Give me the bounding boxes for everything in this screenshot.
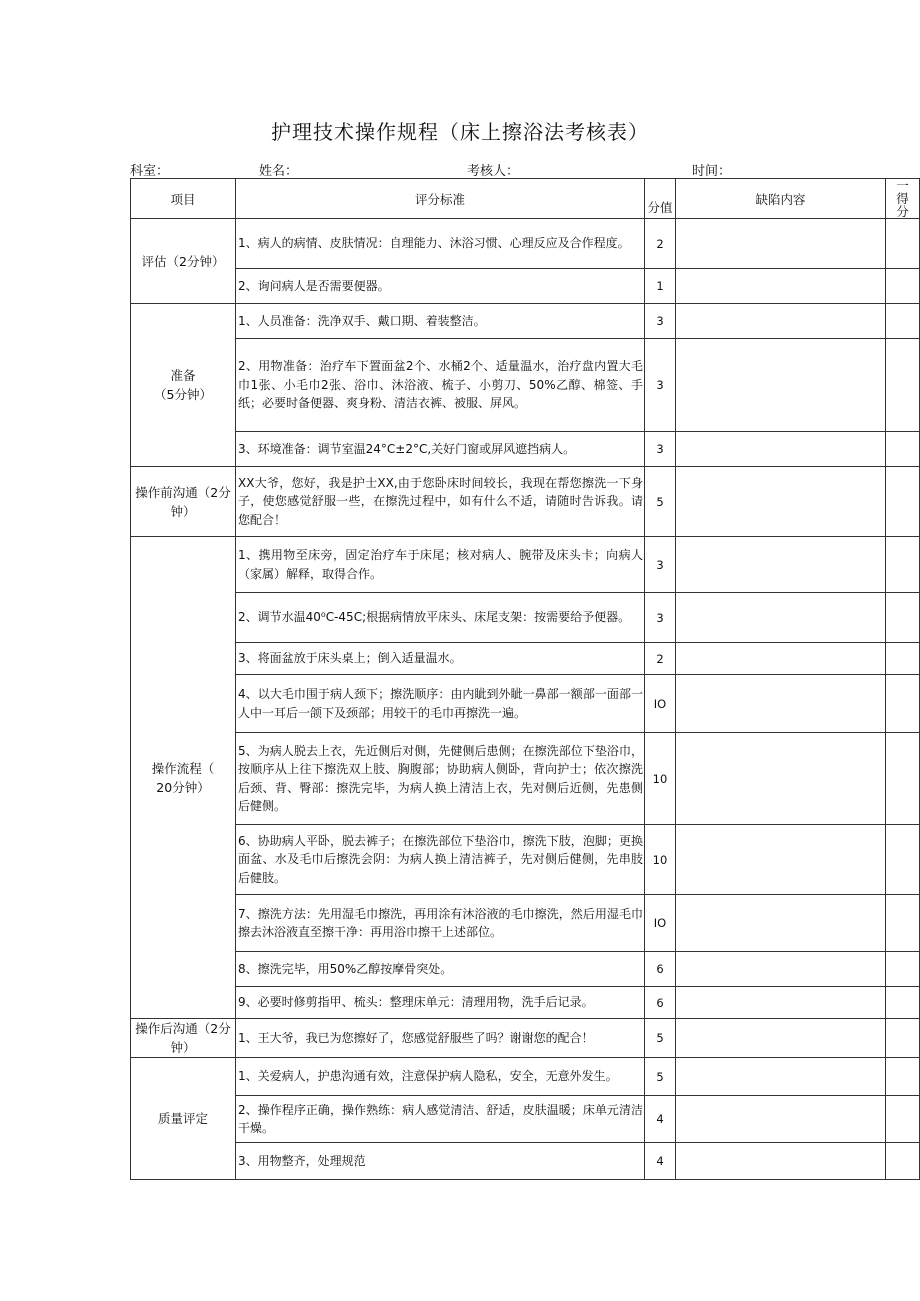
header-score: 分值 [645,179,676,219]
score-cell: 3 [645,304,676,339]
defect-input-cell[interactable] [676,1019,886,1058]
table-row [131,675,920,733]
defect-input-cell[interactable] [676,1143,886,1180]
score-cell: 2 [645,643,676,675]
defect-input-cell[interactable] [676,304,886,339]
defect-input-cell[interactable] [676,825,886,895]
get-score-input-cell[interactable] [886,467,920,537]
table-row [131,304,920,339]
defect-input-cell[interactable] [676,643,886,675]
table-row [131,895,920,952]
criteria-cell: 7、擦洗方法：先用湿毛巾擦洗，再用涂有沐浴液的毛巾擦洗，然后用湿毛巾擦去沐浴液直至擦干净：再用浴巾擦干上述部位。 [236,895,645,952]
criteria-cell: XX大爷，您好，我是护士XX,由于您卧床时间较长，我现在帮您擦洗一下身子，使您感觉舒服一些，在擦洗过程中，如有什么不适，请随时告诉我。请您配合！ [236,467,645,537]
header-defect: 缺陷内容 [676,179,886,219]
table-row [131,1096,920,1143]
defect-input-cell[interactable] [676,593,886,643]
table-row [131,825,920,895]
category-line: 20分钟） [156,779,210,795]
criteria-cell: 9、必要时修剪指甲、梳头：整理床单元：清理用物，洗手后记录。 [236,987,645,1019]
score-cell: 1 [645,269,676,304]
score-cell: 3 [645,339,676,432]
table-row [131,219,920,269]
get-score-input-cell[interactable] [886,733,920,825]
criteria-cell: 8、擦洗完毕，用50%乙醇按摩骨突处。 [236,952,645,987]
score-cell: 3 [645,432,676,467]
criteria-cell: 1、王大爷，我已为您擦好了，您感觉舒服些了吗？谢谢您的配合！ [236,1019,645,1058]
category-post-communication: 操作后沟通（2分钟） [131,1019,236,1058]
time-label: 时间： [692,164,732,179]
score-cell: 2 [645,219,676,269]
defect-input-cell[interactable] [676,467,886,537]
get-score-input-cell[interactable] [886,1143,920,1180]
dept-label: 科室： [130,164,170,179]
criteria-cell: 1、人员准备：洗净双手、戴口期、着装整洁。 [236,304,645,339]
name-label: 姓名： [259,164,299,179]
defect-input-cell[interactable] [676,339,886,432]
score-cell: 5 [645,467,676,537]
table-row [131,987,920,1019]
score-cell: 10 [645,825,676,895]
get-score-input-cell[interactable] [886,952,920,987]
criteria-cell: 3、用物整齐，处理规范 [236,1143,645,1180]
score-cell: 3 [645,593,676,643]
criteria-cell: 2、操作程序正确，操作熟练：病人感觉清洁、舒适，皮肤温暖；床单元清洁干燥。 [236,1096,645,1143]
get-score-input-cell[interactable] [886,895,920,952]
get-score-input-cell[interactable] [886,1096,920,1143]
criteria-cell: 1、关爱病人，护患沟通有效，注意保护病人隐私，安全，无意外发生。 [236,1058,645,1096]
defect-input-cell[interactable] [676,219,886,269]
page-title: 护理技术操作规程（床上擦浴法考核表） [271,120,649,144]
table-row [131,467,920,537]
category-preparation [131,304,236,467]
criteria-cell: 2、询问病人是否需要便器。 [236,269,645,304]
score-cell: 5 [645,1058,676,1096]
defect-input-cell[interactable] [676,675,886,733]
criteria-cell: 1、携用物至床旁，固定治疗车于床尾；核对病人、腕带及床头卡；向病人（家属）解释，取得合作。 [236,537,645,593]
defect-input-cell[interactable] [676,895,886,952]
category-line: （5分钟） [154,387,212,402]
get-score-input-cell[interactable] [886,675,920,733]
defect-input-cell[interactable] [676,987,886,1019]
criteria-cell: 2、用物准备：治疗车下置面盆2个、水桶2个、适量温水，治疗盘内置大毛巾1张、小毛巾2张、浴巾、沐浴液、梳子、小剪刀、50%乙醇、棉签、手纸；必要时备便器、爽身粉、清洁衣裤、被服、屏风。 [236,339,645,432]
header-get-mid: 得 [896,191,909,206]
get-score-input-cell[interactable] [886,339,920,432]
table-row [131,537,920,593]
header-get-bot: 分 [896,204,909,219]
score-cell: 3 [645,537,676,593]
get-score-input-cell[interactable] [886,643,920,675]
get-score-input-cell[interactable] [886,304,920,339]
score-cell: IO [645,675,676,733]
score-cell: 4 [645,1143,676,1180]
table-row [131,733,920,825]
category-procedure [131,537,236,1019]
category-pre-communication: 操作前沟通（2分钟） [131,467,236,537]
get-score-input-cell[interactable] [886,1019,920,1058]
get-score-input-cell[interactable] [886,219,920,269]
table-row [131,269,920,304]
defect-input-cell[interactable] [676,432,886,467]
score-cell: 4 [645,1096,676,1143]
criteria-cell: 6、协助病人平卧，脱去裤子；在擦洗部位下垫浴巾，擦洗下肢，泡脚；更换面盆、水及毛巾后擦洗会阴：为病人换上清洁裤子，先对侧后健侧，先串肢后健肢。 [236,825,645,895]
table-row [131,1019,920,1058]
get-score-input-cell[interactable] [886,593,920,643]
header-item: 项目 [131,179,236,219]
score-cell: 6 [645,987,676,1019]
table-row [131,952,920,987]
examiner-label: 考核人： [467,164,520,179]
criteria-cell: 1、病人的病情、皮肤情况：自理能力、沐浴习惯、心理反应及合作程度。 [236,219,645,269]
defect-input-cell[interactable] [676,537,886,593]
category-assessment: 评估（2分钟） [131,219,236,304]
score-cell: 10 [645,733,676,825]
get-score-input-cell[interactable] [886,537,920,593]
category-quality: 质量评定 [131,1058,236,1180]
criteria-cell: 4、以大毛巾围于病人颈下；擦洗顺序：由内眦到外眦一鼻部一额部一面部一人中一耳后一颌下及颈部；用较干的毛巾再擦洗一遍。 [236,675,645,733]
criteria-cell: 3、将面盆放于床头桌上；倒入适量温水。 [236,643,645,675]
category-line: 操作流程（ [151,760,215,776]
score-cell: IO [645,895,676,952]
get-score-input-cell[interactable] [886,269,920,304]
table-row [131,1143,920,1180]
score-cell: 6 [645,952,676,987]
criteria-cell: 2、调节水温40⁰C-45C;根据病情放平床头、床尾支架：按需要给予便器。 [236,593,645,643]
header-get-top: 一 [896,178,909,193]
score-cell: 5 [645,1019,676,1058]
table-row [131,432,920,467]
defect-input-cell[interactable] [676,1096,886,1143]
table-row [131,593,920,643]
header-get-score [886,179,920,219]
defect-input-cell[interactable] [676,269,886,304]
get-score-input-cell[interactable] [886,987,920,1019]
category-line: 准备 [170,368,196,383]
header-row [131,179,920,219]
table-row [131,339,920,432]
table-row [131,1058,920,1096]
table-row [131,643,920,675]
criteria-cell: 3、环境准备：调节室温24°C±2°C,关好门窗或屏风遮挡病人。 [236,432,645,467]
criteria-cell: 5、为病人脱去上衣，先近侧后对侧，先健侧后患侧；在擦洗部位下垫浴巾，按顺序从上往下擦洗双上肢、胸腹部；协助病人侧卧，背向护士；依次擦洗后颈、背、臀部：擦洗完毕，为病人换上清洁上衣，先对侧后近侧，先患侧后健侧。 [236,733,645,825]
defect-input-cell[interactable] [676,1058,886,1096]
get-score-input-cell[interactable] [886,1058,920,1096]
get-score-input-cell[interactable] [886,432,920,467]
defect-input-cell[interactable] [676,733,886,825]
get-score-input-cell[interactable] [886,825,920,895]
defect-input-cell[interactable] [676,952,886,987]
assessment-table [130,178,920,1180]
header-criteria: 评分标准 [236,179,645,219]
